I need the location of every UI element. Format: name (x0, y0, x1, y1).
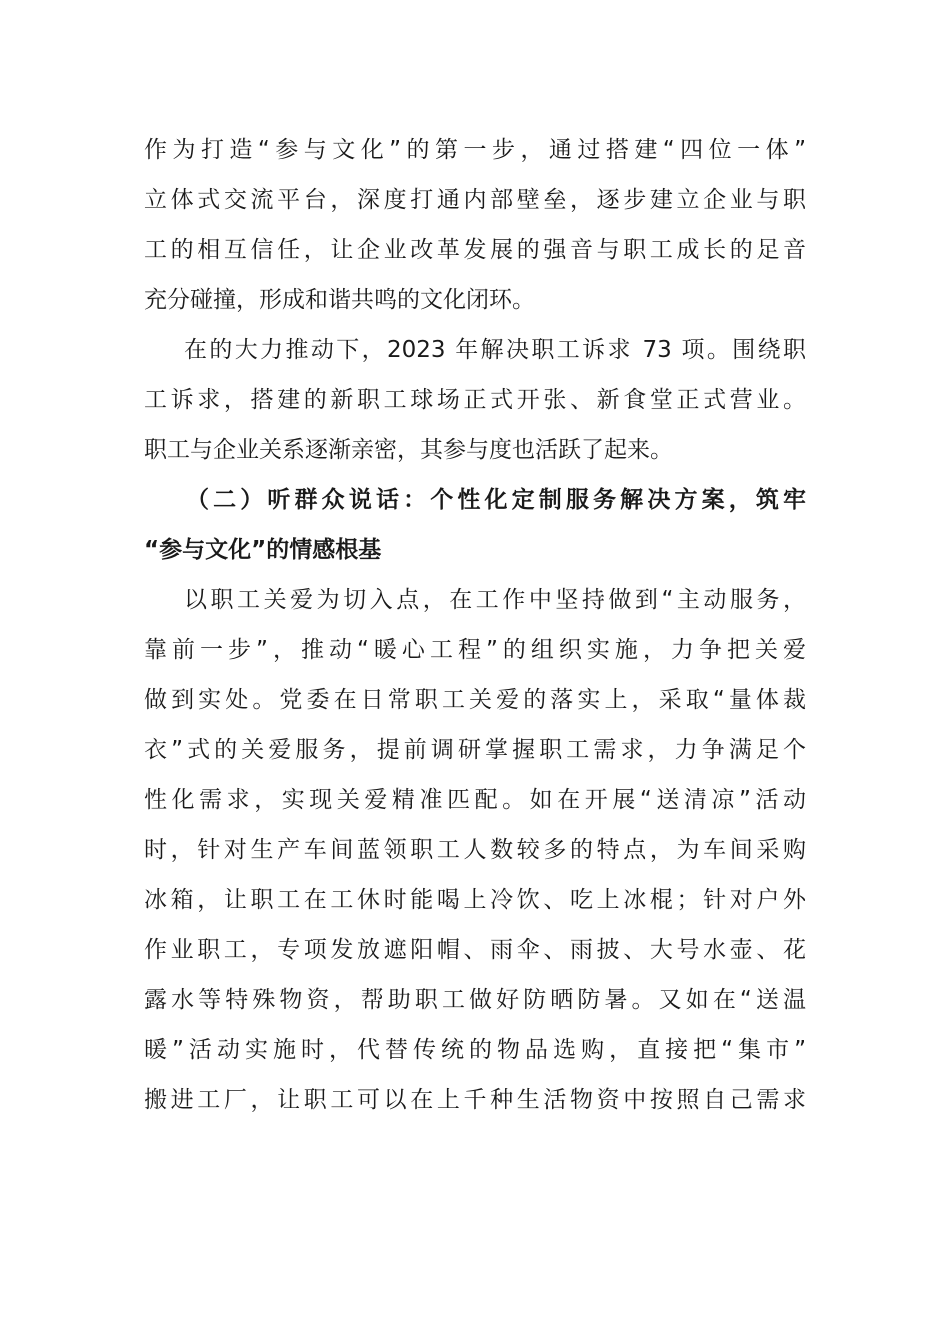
text-line: 冰箱，让职工在工休时能喝上冷饮、吃上冰棍；针对户外 (144, 887, 806, 913)
text-line: 衣”式的关爱服务，提前调研掌握职工需求，力争满足个 (144, 737, 806, 763)
text-line: 露水等特殊物资，帮助职工做好防晒防暑。又如在“送温 (144, 987, 806, 1013)
section-heading (144, 475, 806, 575)
paragraph-platform (144, 125, 806, 325)
text-line: 在的大力推动下，2023 年解决职工诉求 73 项。围绕职 (184, 337, 806, 363)
text-line: 搬进工厂，让职工可以在上千种生活物资中按照自己需求 (144, 1087, 806, 1113)
text-line: 时，针对生产车间蓝领职工人数较多的特点，为车间采购 (144, 837, 806, 863)
text-line: 做到实处。党委在日常职工关爱的落实上，采取“量体裁 (144, 687, 806, 713)
heading-line: （二）听群众说话：个性化定制服务解决方案，筑牢 (186, 487, 806, 513)
text-line: 以职工关爱为切入点，在工作中坚持做到“主动服务， (184, 587, 806, 613)
heading-line: “参与文化”的情感根基 (144, 537, 382, 563)
text-line: 靠前一步”，推动“暖心工程”的组织实施，力争把关爱 (144, 637, 806, 663)
document-body (144, 125, 806, 1125)
text-line: 职工与企业关系逐渐亲密，其参与度也活跃了起来。 (144, 437, 673, 463)
text-line: 工诉求，搭建的新职工球场正式开张、新食堂正式营业。 (144, 387, 806, 413)
text-line: 作为打造“参与文化”的第一步，通过搭建“四位一体” (144, 137, 806, 163)
text-line: 立体式交流平台，深度打通内部壁垒，逐步建立企业与职 (144, 187, 806, 213)
text-line: 性化需求，实现关爱精准匹配。如在开展“送清凉”活动 (144, 787, 806, 813)
text-line: 作业职工，专项发放遮阳帽、雨伞、雨披、大号水壶、花 (144, 937, 806, 963)
paragraph-results-2023 (144, 325, 806, 475)
text-line: 暖”活动实施时，代替传统的物品选购，直接把“集市” (144, 1037, 806, 1063)
paragraph-employee-care (144, 575, 806, 1125)
text-line: 充分碰撞，形成和谐共鸣的文化闭环。 (144, 287, 535, 313)
text-line: 工的相互信任，让企业改革发展的强音与职工成长的足音 (144, 237, 806, 263)
